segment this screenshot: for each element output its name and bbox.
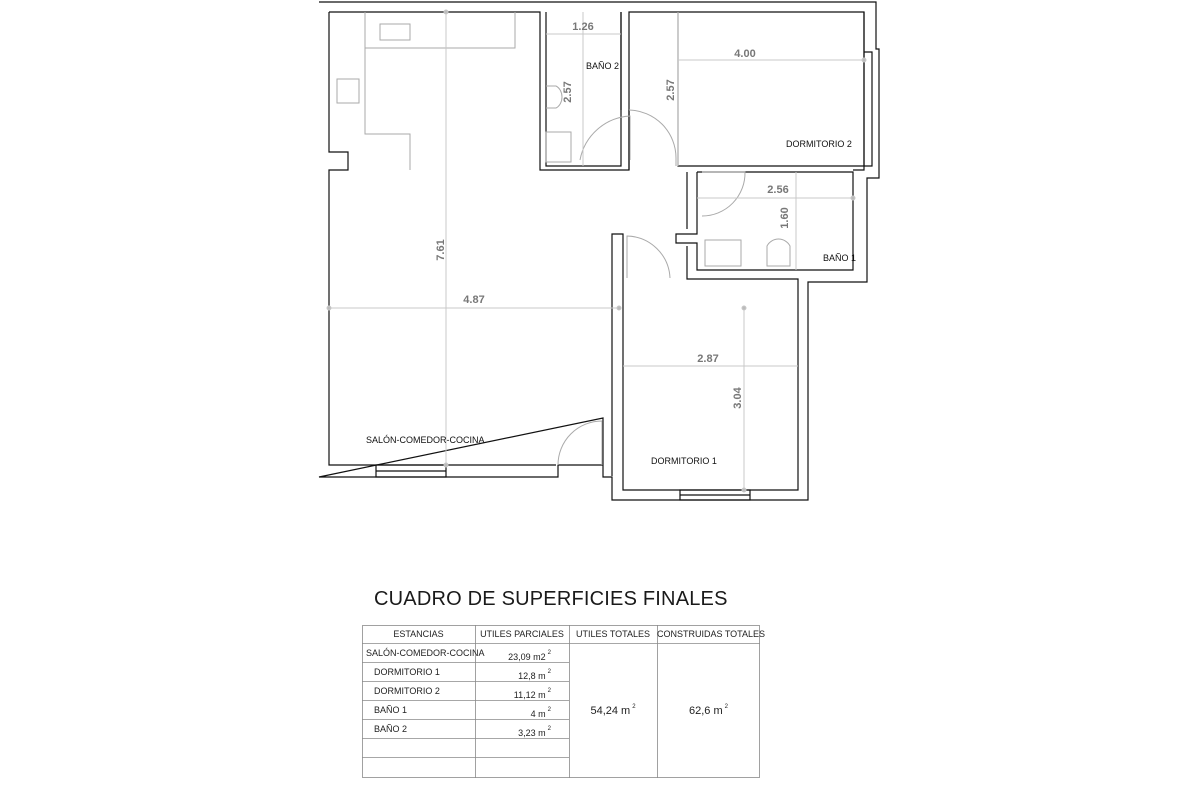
row-name: BAÑO 1	[374, 705, 408, 715]
bano2-shower	[546, 132, 571, 162]
room-label-dormitorio2: DORMITORIO 2	[786, 139, 852, 149]
bano2-width-dim: 1.26	[572, 21, 594, 33]
row-name: SALÓN-COMEDOR-COCINA	[366, 648, 485, 658]
bano1-sink	[705, 240, 741, 266]
kitchen-hob	[337, 79, 359, 103]
room-label-dormitorio1: DORMITORIO 1	[651, 456, 717, 466]
dorm2-width-dim: 4.00	[734, 48, 756, 60]
bano1-door	[702, 172, 745, 216]
row-name: DORMITORIO 1	[374, 667, 440, 677]
header-utiles-parciales: UTILES PARCIALES	[480, 629, 564, 639]
dorm1-door	[627, 236, 670, 278]
dorm2-height-dim: 2.57	[665, 79, 677, 101]
utiles-totales-value: 54,24 m $^2$	[590, 704, 636, 717]
row-name: DORMITORIO 2	[374, 686, 440, 696]
bano2-wall-inner	[621, 12, 629, 170]
dorm2-window	[864, 52, 872, 166]
row-value: 4 m $^2$	[530, 707, 551, 719]
salon-inner-wall	[329, 12, 864, 465]
bano1-toilet	[767, 239, 790, 266]
bano2-toilet	[546, 86, 562, 108]
header-construidas-totales: CONSTRUIDAS TOTALES	[657, 629, 766, 639]
row-value: 11,12 m $^2$	[513, 688, 551, 700]
dorm1-height-dim: 3.04	[732, 387, 744, 409]
room-label-salon: SALÓN-COMEDOR-COCINA	[366, 435, 485, 445]
header-estancias: ESTANCIAS	[393, 629, 444, 639]
bano2-door	[580, 116, 630, 160]
header-utiles-totales: UTILES TOTALES	[575, 629, 651, 639]
dorm1-width-dim: 2.87	[697, 353, 719, 365]
outer-wall	[319, 2, 879, 500]
salon-height-dim: 7.61	[435, 239, 447, 261]
row-name: BAÑO 2	[374, 724, 408, 734]
row-value: 23,09 m2 $^2$	[508, 650, 551, 662]
salon-width-dim: 4.87	[463, 294, 485, 306]
bano1-outer	[612, 172, 798, 490]
surfaces-table	[362, 625, 766, 778]
table-title: CUADRO DE SUPERFICIES FINALES	[374, 588, 728, 610]
bano1-height-dim: 1.60	[779, 207, 791, 229]
row-value: 12,8 m $^2$	[518, 669, 551, 681]
row-value: 3,23 m $^2$	[518, 726, 551, 738]
dorm2-door	[629, 110, 676, 166]
kitchen-counter	[365, 12, 515, 170]
bano2-height-dim: 2.57	[562, 81, 574, 103]
bano1-width-dim: 2.56	[767, 184, 789, 196]
room-label-bano1: BAÑO 1	[823, 253, 857, 263]
room-label-bano2: BAÑO 2	[586, 61, 620, 71]
construidas-totales-value: 62,6 m $^2$	[689, 704, 728, 717]
kitchen-sink	[380, 24, 410, 40]
entry-door	[558, 421, 602, 465]
